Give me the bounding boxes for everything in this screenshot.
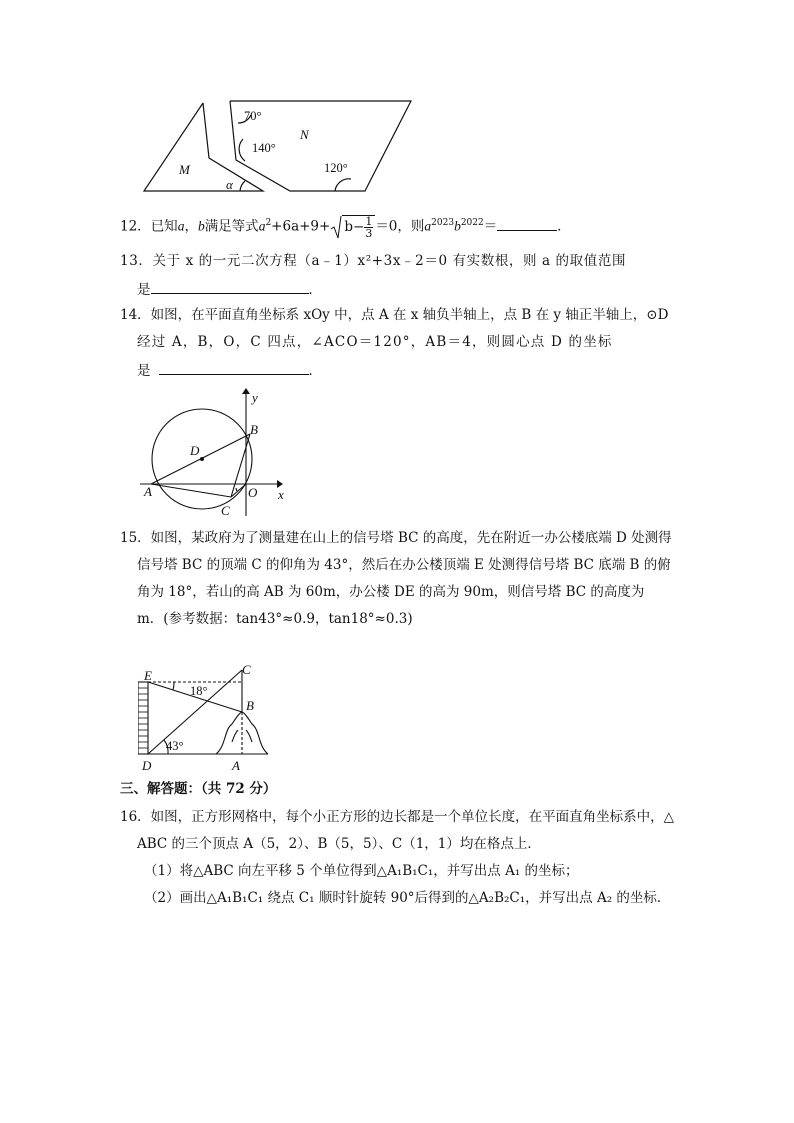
angle-aco-arc [236, 488, 237, 491]
angle-18-arc [173, 682, 174, 690]
q12-end: ． [557, 218, 571, 235]
q15-line4: m．(参考数据：tan43°≈0.9，tan18°≈0.3) [137, 611, 413, 627]
center-point-d [200, 457, 204, 461]
q15-line1: 15．如图，某政府为了测量建在山上的信号塔 BC 的高度，先在附近一办公楼底端 D 处测得 [120, 530, 672, 546]
q12-exp-2022: 2022 [460, 218, 484, 228]
figure-signal-tower [138, 660, 278, 775]
q12-tail: ＝ [483, 218, 498, 235]
point-label-b: B [250, 422, 258, 437]
q12-pow-b: b [454, 218, 461, 234]
point-label-o: O [248, 485, 258, 500]
q12-sqrt [330, 214, 375, 241]
q12-var-a: a [177, 218, 185, 234]
mountain-detail-left [232, 730, 238, 742]
q12-expr-a: a [258, 218, 266, 234]
q12-var-b: b [197, 218, 205, 234]
q14-line1: 14．如图，在平面直角坐标系 xOy 中，点 A 在 x 轴负半轴上，点 B 在 y 轴正半轴上，⊙D [120, 307, 669, 323]
q13-line2-end: ． [308, 282, 322, 298]
q16-line4: （2）画出△A₁B₁C₁ 绕点 C₁ 顺时针旋转 90°后得到的△A₂B₂C₁，并写出点 A₂ 的坐标． [144, 890, 671, 906]
q16-line3: （1）将△ABC 向左平移 5 个单位得到△A₁B₁C₁，并写出点 A₁ 的坐标； [144, 863, 579, 879]
figure-circle-coordinates [140, 388, 300, 523]
line-dc [148, 670, 242, 754]
figure-parallelogram [135, 95, 425, 200]
q14-line3-pre: 是 [137, 363, 151, 379]
q15-line3: 角为 18°，若山的高 AB 为 60m，办公楼 DE 的高为 90m，则信号塔 BC 的高度为 [137, 584, 645, 600]
question-15 [120, 529, 680, 628]
building-hatching [138, 688, 148, 748]
q12-sqrt-minus: − [353, 219, 365, 236]
point-label-a: A [232, 758, 240, 773]
q16-line2: ABC 的三个顶点 A（5，2）、B（5，5）、C（1，1）均在格点上． [137, 836, 541, 852]
point-label-d: D [142, 758, 152, 773]
question-14 [120, 306, 680, 380]
q13-line2-pre: 是 [137, 282, 151, 298]
q12-expr-rest: +6a+9+ [271, 218, 331, 235]
point-label-a: A [144, 484, 152, 499]
y-axis-arrow-icon [242, 388, 250, 394]
angle-18-label: 18° [190, 684, 208, 698]
q12-mid: 满足等式 [204, 218, 259, 235]
point-label-c: C [242, 662, 251, 677]
section-3-heading: 三、解答题：（共 72 分） [120, 781, 277, 797]
q12-exp-2023: 2023 [431, 218, 455, 228]
label-alpha: α [226, 177, 233, 192]
q12-exp-2: 2 [265, 218, 272, 228]
q12-prefix: 已知 [150, 218, 178, 235]
q15-line2: 信号塔 BC 的顶端 C 的仰角为 43°，然后在办公楼顶端 E 处测得信号塔 BC 底端 B 的俯 [137, 557, 671, 573]
q12-fraction [364, 216, 373, 239]
point-label-d: D [190, 443, 200, 458]
q14-line2: 经过 A，B，O，C 四点，∠ACO＝120°，AB＝4，则圆心点 D 的坐标 [137, 334, 613, 350]
q12-pow-a: a [424, 218, 432, 234]
q14-answer-blank[interactable] [159, 360, 309, 375]
q12-answer-blank[interactable] [497, 216, 557, 231]
q16-line1: 16．如图，正方形网格中，每个小正方形的边长都是一个单位长度，在平面直角坐标系中，△ [120, 809, 675, 825]
question-13 [120, 252, 680, 299]
point-label-b: B [246, 698, 254, 713]
angle-43-label: 43° [166, 739, 184, 753]
q12-frac-den: 3 [365, 227, 373, 241]
mountain-detail-right [246, 730, 252, 742]
q14-line3-end: ． [308, 363, 322, 379]
question-16 [120, 808, 680, 907]
angle-70-label: 70° [244, 109, 262, 123]
angle-140-arc [239, 139, 245, 161]
point-label-e: E [144, 668, 152, 683]
label-n: N [300, 127, 309, 142]
q13-line1: 13．关于 x 的一元二次方程（a﹣1）x²+3x﹣2＝0 有实数根，则 a 的取值范围 [120, 253, 627, 269]
q12-sep: ， [184, 218, 198, 235]
q12-number: 12． [120, 218, 151, 235]
q12-eq-zero: ＝0，则 [375, 218, 425, 235]
sqrt-sign-icon [330, 214, 342, 240]
axis-label-y: y [252, 390, 258, 405]
angle-alpha-arc [240, 181, 245, 191]
point-label-c: C [221, 503, 230, 518]
q12-sqrt-b: b [344, 219, 353, 236]
angle-140-label: 140° [252, 141, 276, 155]
angle-120-arc [335, 179, 351, 191]
question-12 [120, 210, 571, 241]
q13-answer-blank[interactable] [151, 279, 309, 294]
q12-frac-num: 1 [365, 215, 373, 229]
label-m: M [179, 162, 190, 177]
axis-label-x: x [278, 487, 284, 502]
angle-120-label: 120° [324, 161, 348, 175]
